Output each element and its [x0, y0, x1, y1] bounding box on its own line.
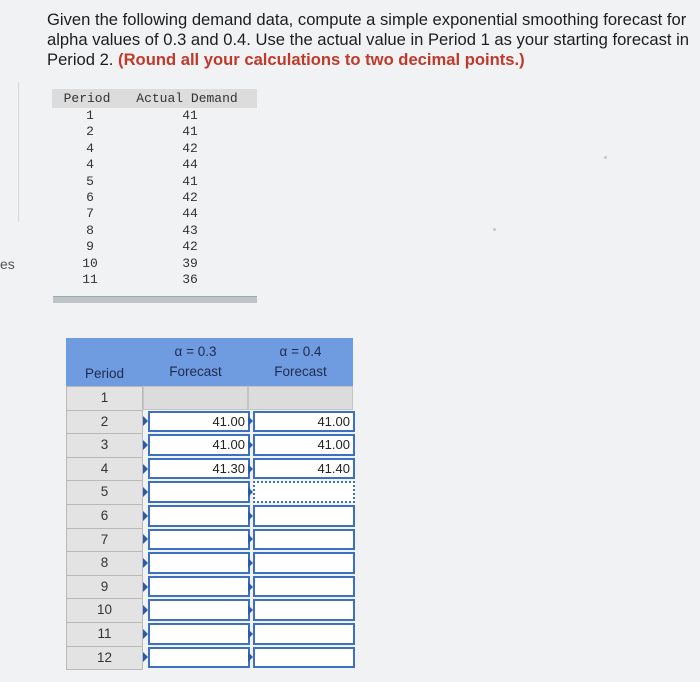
row-pointer-icon [248, 652, 253, 662]
row-pointer-icon [248, 605, 253, 615]
demand-table-row [52, 108, 257, 124]
alpha-04-forecast-input[interactable] [253, 599, 355, 621]
demand-period-cell: 9 [86, 239, 94, 255]
alpha-03-forecast-input[interactable] [148, 529, 250, 551]
row-pointer-icon [248, 416, 253, 426]
period-cell: 5 [66, 480, 143, 505]
row-pointer-icon [143, 652, 148, 662]
row-pointer-icon [248, 464, 253, 474]
alpha-04-forecast-input[interactable]: 41.00 [253, 434, 355, 456]
row-pointer-icon [248, 487, 253, 497]
alpha-03-forecast-input[interactable] [148, 481, 250, 503]
demand-period-cell: 7 [86, 206, 94, 222]
alpha-03-period1-blank [143, 386, 248, 410]
alpha-04-forecast-input[interactable] [253, 481, 355, 503]
left-panel-edge [0, 82, 19, 222]
demand-table-row [52, 141, 257, 157]
demand-table-row [52, 174, 257, 190]
demand-table-row [52, 239, 257, 255]
period-cell: 2 [66, 410, 143, 435]
demand-period-cell: 5 [86, 173, 94, 189]
period-header-label: Period [84, 366, 125, 381]
demand-period-cell: 2 [86, 124, 94, 140]
demand-value-cell: 44 [182, 157, 198, 173]
demand-table-row [52, 206, 257, 222]
row-pointer-icon [248, 582, 253, 592]
row-pointer-icon [143, 440, 148, 450]
row-pointer-icon [248, 440, 253, 450]
alpha-04-forecast-input[interactable] [253, 576, 355, 598]
question-text [47, 10, 695, 70]
demand-period-cell: 4 [86, 157, 94, 173]
demand-value-cell: 44 [182, 206, 198, 222]
demand-value-cell: 36 [182, 271, 198, 287]
alpha-04-header-cell [248, 338, 353, 386]
demand-value-cell: 39 [182, 255, 198, 271]
alpha-03-label: α = 0.3 [174, 344, 217, 359]
period-cell: 12 [66, 646, 143, 671]
dot-decor [493, 228, 496, 231]
alpha-03-forecast-input[interactable]: 41.30 [148, 458, 250, 480]
demand-period-cell: 10 [82, 255, 98, 271]
demand-table-body [52, 108, 257, 288]
demand-period-cell: 11 [82, 271, 98, 287]
forecast-label-03: Forecast [169, 364, 222, 379]
dot-decor [604, 156, 607, 159]
side-label: es [0, 256, 15, 272]
alpha-04-forecast-input[interactable]: 41.00 [253, 411, 355, 433]
demand-period-cell: 6 [86, 189, 94, 205]
alpha-04-forecast-input[interactable] [253, 623, 355, 645]
period-cell: 1 [66, 386, 143, 411]
demand-period-cell: 1 [86, 108, 94, 123]
demand-value-cell: 42 [182, 189, 198, 205]
rounding-instruction: (Round all your calculations to two decimal points.) [118, 50, 525, 69]
alpha-04-forecast-input[interactable] [253, 552, 355, 574]
period-cell: 8 [66, 551, 143, 576]
period-cell: 4 [66, 457, 143, 482]
period-cell: 6 [66, 504, 143, 529]
row-pointer-icon [248, 511, 253, 521]
demand-period-cell: 8 [86, 222, 94, 238]
alpha-04-period1-blank [248, 386, 353, 410]
row-pointer-icon [248, 629, 253, 639]
period-column-header: Period [63, 91, 111, 106]
alpha-03-forecast-input[interactable] [148, 552, 250, 574]
demand-table-scrollbar[interactable] [53, 296, 257, 303]
demand-value-cell: 42 [182, 140, 198, 156]
demand-data-table [52, 89, 257, 288]
row-pointer-icon [143, 629, 148, 639]
demand-value-cell: 41 [182, 173, 198, 189]
row-pointer-icon [143, 558, 148, 568]
period-cell: 10 [66, 598, 143, 623]
question-body: Given the following demand data, compute a simple exponential smoothing forecast for alpha values of 0.3 and 0.4. Use the actual value in Period 1 as your starting forecast in Period 2. [47, 10, 690, 69]
period-header-cell [66, 338, 143, 386]
demand-value-cell: 42 [182, 239, 198, 255]
row-pointer-icon [143, 416, 148, 426]
alpha-04-forecast-input[interactable] [253, 505, 355, 527]
demand-period-cell: 4 [86, 140, 94, 156]
period-cell: 9 [66, 575, 143, 600]
alpha-03-forecast-input[interactable] [148, 647, 250, 669]
alpha-03-header-cell [143, 338, 248, 386]
demand-table-row [52, 157, 257, 173]
demand-value-cell: 41 [182, 124, 198, 140]
alpha-03-forecast-input[interactable] [148, 599, 250, 621]
alpha-03-forecast-input[interactable] [148, 623, 250, 645]
row-pointer-icon [248, 558, 253, 568]
alpha-04-forecast-input[interactable]: 41.40 [253, 458, 355, 480]
demand-value-cell: 41 [182, 108, 198, 123]
demand-table-header [52, 89, 257, 108]
period-cell: 3 [66, 433, 143, 458]
row-pointer-icon [143, 464, 148, 474]
actual-demand-column-header: Actual Demand [136, 91, 238, 106]
demand-table-row [52, 190, 257, 206]
alpha-04-forecast-input[interactable] [253, 647, 355, 669]
alpha-03-forecast-input[interactable] [148, 576, 250, 598]
alpha-03-forecast-input[interactable] [148, 505, 250, 527]
row-pointer-icon [143, 582, 148, 592]
alpha-04-forecast-input[interactable] [253, 529, 355, 551]
demand-table-row [52, 124, 257, 140]
alpha-04-label: α = 0.4 [279, 344, 322, 359]
demand-value-cell: 43 [182, 222, 198, 238]
demand-table-row [52, 272, 257, 288]
row-pointer-icon [143, 511, 148, 521]
forecast-label-04: Forecast [274, 364, 327, 379]
period-cell: 11 [66, 622, 143, 647]
row-pointer-icon [248, 534, 253, 544]
row-pointer-icon [143, 534, 148, 544]
alpha-03-forecast-input[interactable]: 41.00 [148, 411, 250, 433]
alpha-03-forecast-input[interactable]: 41.00 [148, 434, 250, 456]
demand-table-row [52, 223, 257, 239]
demand-table-row [52, 256, 257, 272]
period-cell: 7 [66, 528, 143, 553]
row-pointer-icon [143, 605, 148, 615]
row-pointer-icon [143, 487, 148, 497]
